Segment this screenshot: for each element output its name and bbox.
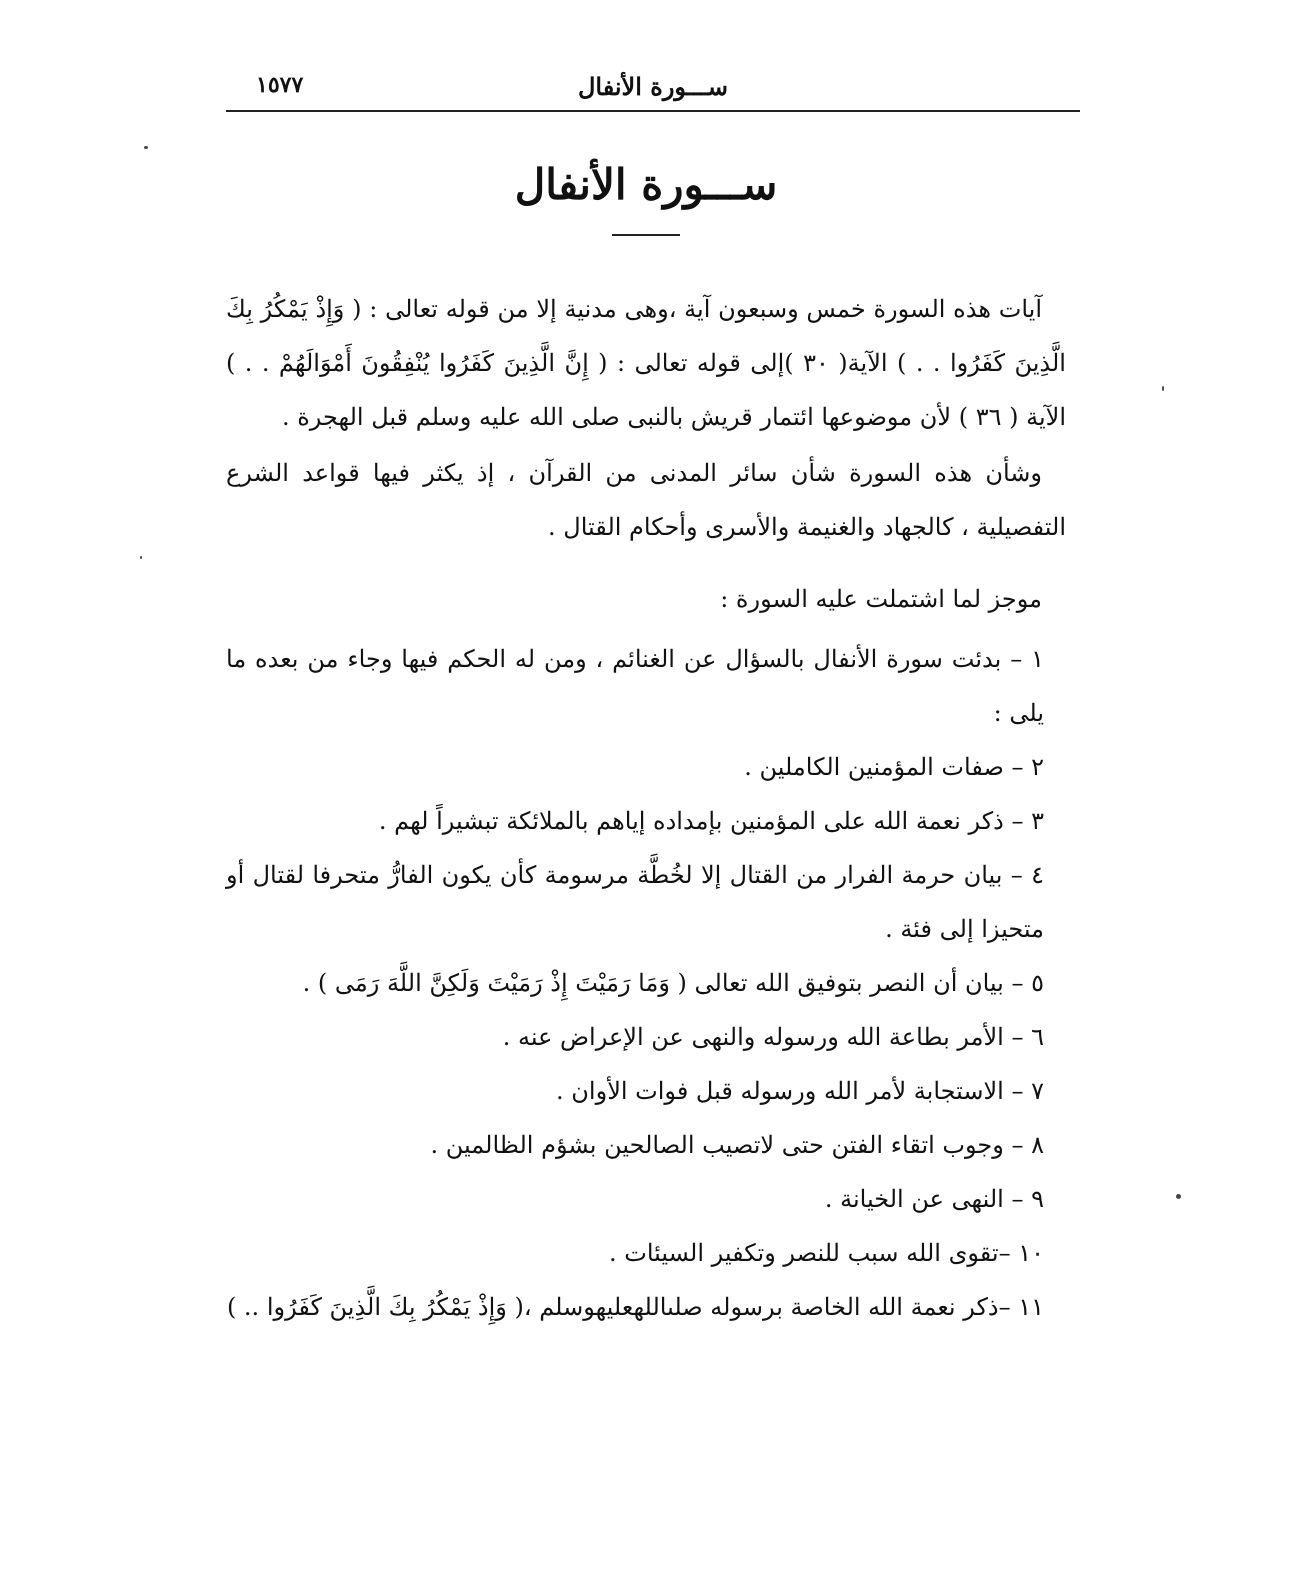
list-item: ٤ – بيان حرمة الفرار من القتال إلا لخُطَّة مرسومة كأن يكون الفارُّ متحرفا لقتال أو متحيزا إلى فئة . [226, 861, 1044, 943]
list-item: ٩ – النهى عن الخيانة . [824, 1185, 1044, 1213]
scan-speck [1162, 386, 1164, 391]
list-item: ٧ – الاستجابة لأمر الله ورسوله قبل فوات الأوان . [556, 1077, 1044, 1105]
list-item: ٦ – الأمر بطاعة الله ورسوله والنهى عن الإعراض عنه . [502, 1023, 1044, 1051]
list-item: ١ – بدئت سورة الأنفال بالسؤال عن الغنائم ، ومن له الحكم فيها وجاء من بعده ما يلى : [226, 645, 1044, 727]
running-header [226, 66, 1080, 108]
intro-paragraph-1: آيات هذه السورة خمس وسبعون آية ،وهى مدنية إلا من قوله تعالى : ( وَإِذْ يَمْكُرُ بِكَ الَّذِينَ كَفَرُوا . . ) الآية( ٣٠ )إلى قوله تعالى : ( إِنَّ الَّذِينَ كَفَرُوا يُنْفِقُونَ أَمْوَالَهُمْ . . ) الآية ( ٣٦ ) لأن موضوعها ائتمار قريش بالنبى صلى الله عليه وسلم قبل الهجرة . [226, 295, 1066, 431]
list-item: ١١ –ذكر نعمة الله الخاصة برسوله صلىاللهعليهوسلم ،( وَإِذْ يَمْكُرُ بِكَ الَّذِينَ كَفَرُوا .. ) [226, 1293, 1044, 1321]
intro-paragraph-2: وشأن هذه السورة شأن سائر المدنى من القرآن ، إذ يكثر فيها قواعد الشرع التفصيلية ، كالجهاد والغنيمة والأسرى وأحكام القتال . [226, 459, 1066, 541]
list-item: ٢ – صفات المؤمنين الكاملين . [744, 753, 1044, 781]
summary-list [226, 632, 1066, 1334]
scan-speck [140, 556, 142, 559]
title-rule [612, 234, 680, 236]
summary-heading: موجز لما اشتملت عليه السورة : [720, 585, 1042, 613]
header-rule [226, 110, 1080, 112]
running-title: ســـورة الأنفال [577, 72, 729, 101]
surah-title: ســـورة الأنفال [514, 160, 778, 209]
scan-speck [144, 146, 148, 149]
list-item: ٥ – بيان أن النصر بتوفيق الله تعالى ( وَمَا رَمَيْتَ إِذْ رَمَيْتَ وَلَكِنَّ اللَّهَ رَمَى ) . [302, 969, 1044, 997]
list-item: ١٠ –تقوى الله سبب للنصر وتكفير السيئات . [608, 1239, 1044, 1267]
list-item: ٣ – ذكر نعمة الله على المؤمنين بإمداده إياهم بالملائكة تبشيراً لهم . [378, 807, 1044, 835]
scan-speck [1176, 1194, 1181, 1199]
list-item: ٨ – وجوب اتقاء الفتن حتى لاتصيب الصالحين بشؤم الظالمين . [430, 1131, 1044, 1159]
page-number: ١٥٧٧ [256, 72, 304, 98]
